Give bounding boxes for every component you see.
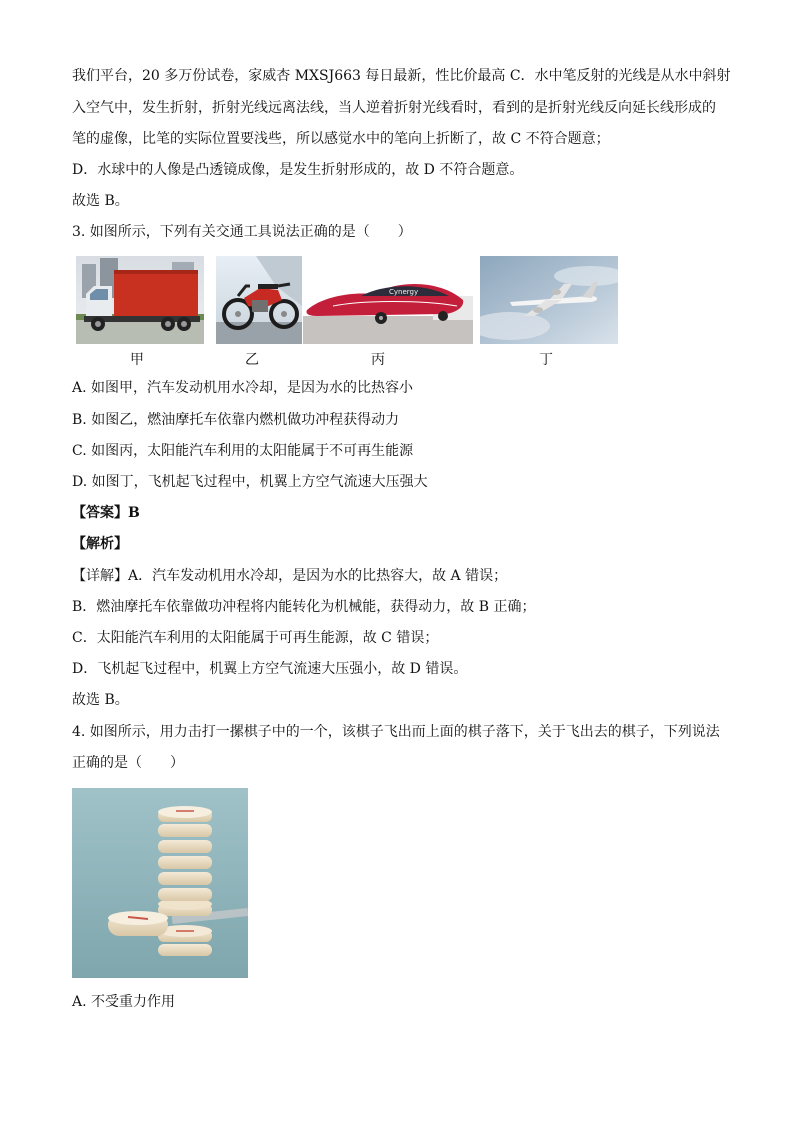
analysis-label: 【解析】 (72, 536, 128, 552)
caption-yi: 乙 (245, 352, 259, 368)
truck-image (76, 256, 204, 344)
text-line: 笔的虚像，比笔的实际位置要浅些，所以感觉水中的笔向上折断了，故 C 不符合题意； (72, 131, 610, 147)
car-logo-text: Cynergy (389, 288, 419, 296)
question-4-option-a: A. 不受重力作用 (72, 994, 176, 1010)
question-3-stem: 3. 如图所示，下列有关交通工具说法正确的是（ ） (72, 224, 412, 240)
chess-stack-image (72, 788, 248, 978)
question-4-stem-cont: 正确的是（ ） (72, 755, 184, 771)
analysis-line: B．燃油摩托车依靠做功冲程将内能转化为机械能，获得动力，故 B 正确； (72, 599, 536, 615)
motorcycle-image (216, 256, 302, 344)
caption-ding: 丁 (539, 352, 553, 368)
answer-label: 【答案】B (72, 505, 140, 521)
conclusion: 故选 B。 (72, 692, 129, 708)
option-d: D. 如图丁，飞机起飞过程中，机翼上方空气流速大压强大 (72, 474, 428, 490)
text-line: 故选 B。 (72, 193, 129, 209)
option-b: B. 如图乙，燃油摩托车依靠内燃机做功冲程获得动力 (72, 412, 400, 428)
option-a: A. 如图甲，汽车发动机用水冷却，是因为水的比热容小 (72, 380, 414, 396)
text-line: 我们平台，20 多万份试卷，家威杏 MXSJ663 每日最新，性比价最高 C．水中笔反射的光线是从水中斜射 (72, 68, 731, 84)
airplane-image (480, 256, 618, 344)
analysis-line: C．太阳能汽车利用的太阳能属于可再生能源，故 C 错误； (72, 630, 439, 646)
question-4-stem: 4. 如图所示，用力击打一摞棋子中的一个，该棋子飞出而上面的棋子落下，关于飞出去的棋子，下列说法 (72, 724, 720, 740)
text-line: 入空气中，发生折射，折射光线远离法线，当人逆着折射光线看时，看到的是折射光线反向延长线形成的 (72, 100, 716, 116)
analysis-line: D．飞机起飞过程中，机翼上方空气流速大压强小，故 D 错误。 (72, 661, 468, 677)
text-line: D．水球中的人像是凸透镜成像，是发生折射形成的，故 D 不符合题意。 (72, 162, 524, 178)
caption-jia: 甲 (130, 352, 144, 368)
option-c: C. 如图丙，太阳能汽车利用的太阳能属于不可再生能源 (72, 443, 414, 459)
caption-bing: 丙 (371, 352, 385, 368)
solar-car-image (303, 256, 473, 344)
analysis-line: 【详解】A．汽车发动机用水冷却，是因为水的比热容大，故 A 错误； (72, 568, 508, 584)
